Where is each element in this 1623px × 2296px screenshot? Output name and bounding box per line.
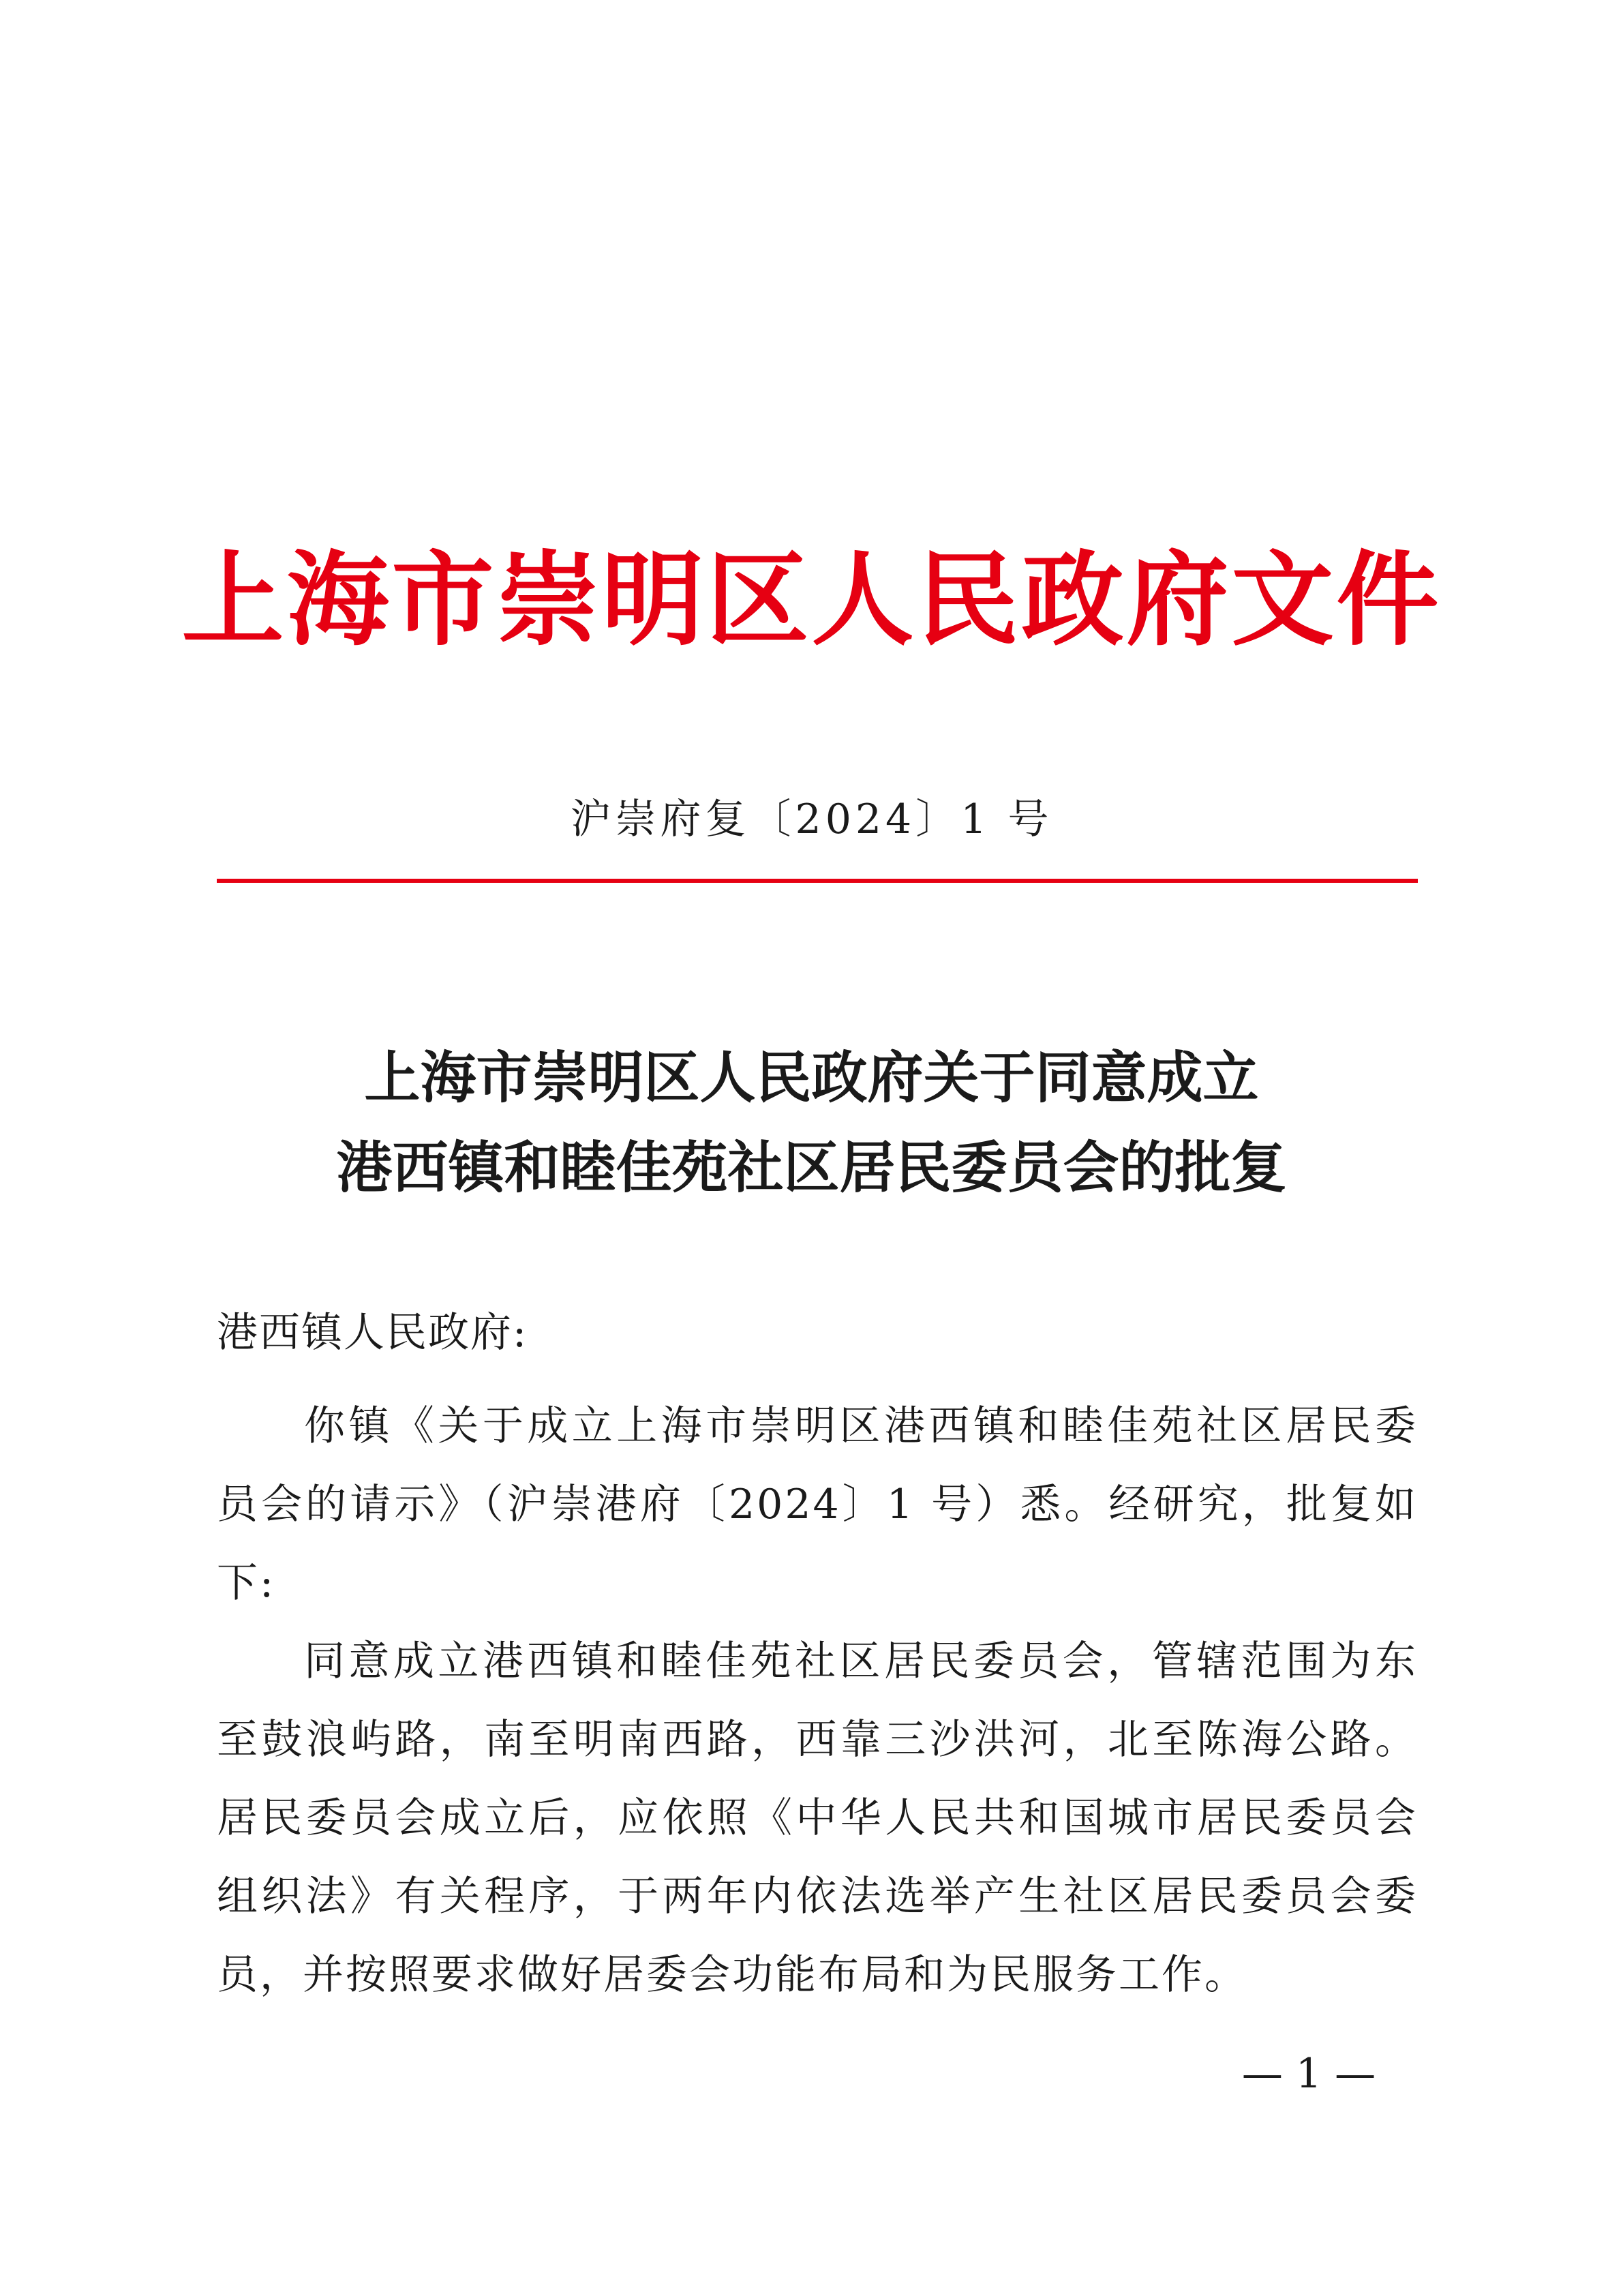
masthead-title: 上海市崇明区人民政府文件 (181, 540, 1442, 660)
body-paragraph-1: 你镇《关于成立上海市崇明区港西镇和睦佳苑社区居民委员会的请示》（沪崇港府〔2024〕1 号）悉。经研究，批复如下: (217, 1402, 1418, 1607)
body-text (217, 1387, 1418, 2014)
document-number: 沪崇府复〔2024〕1 号 (570, 796, 1053, 843)
page-number: — 1 — (1241, 2050, 1376, 2098)
red-divider-line (217, 879, 1418, 883)
addressee: 港西镇人民政府: (217, 1309, 528, 1357)
body-paragraph-2: 同意成立港西镇和睦佳苑社区居民委员会，管辖范围为东至鼓浪屿路，南至明南西路，西靠三沙洪河，北至陈海公路。居民委员会成立后，应依照《中华人民共和国城市居民委员会组织法》有关程序，于两年内依法选举产生社区居民委员会委员，并按照要求做好居委会功能布局和为民服务工作。 (217, 1637, 1418, 1999)
document-title-line-2: 港西镇和睦佳苑社区居民委员会的批复 (336, 1135, 1287, 1200)
document-title-line-1: 上海市崇明区人民政府关于同意成立 (364, 1045, 1259, 1111)
document-title (0, 1033, 1623, 1213)
